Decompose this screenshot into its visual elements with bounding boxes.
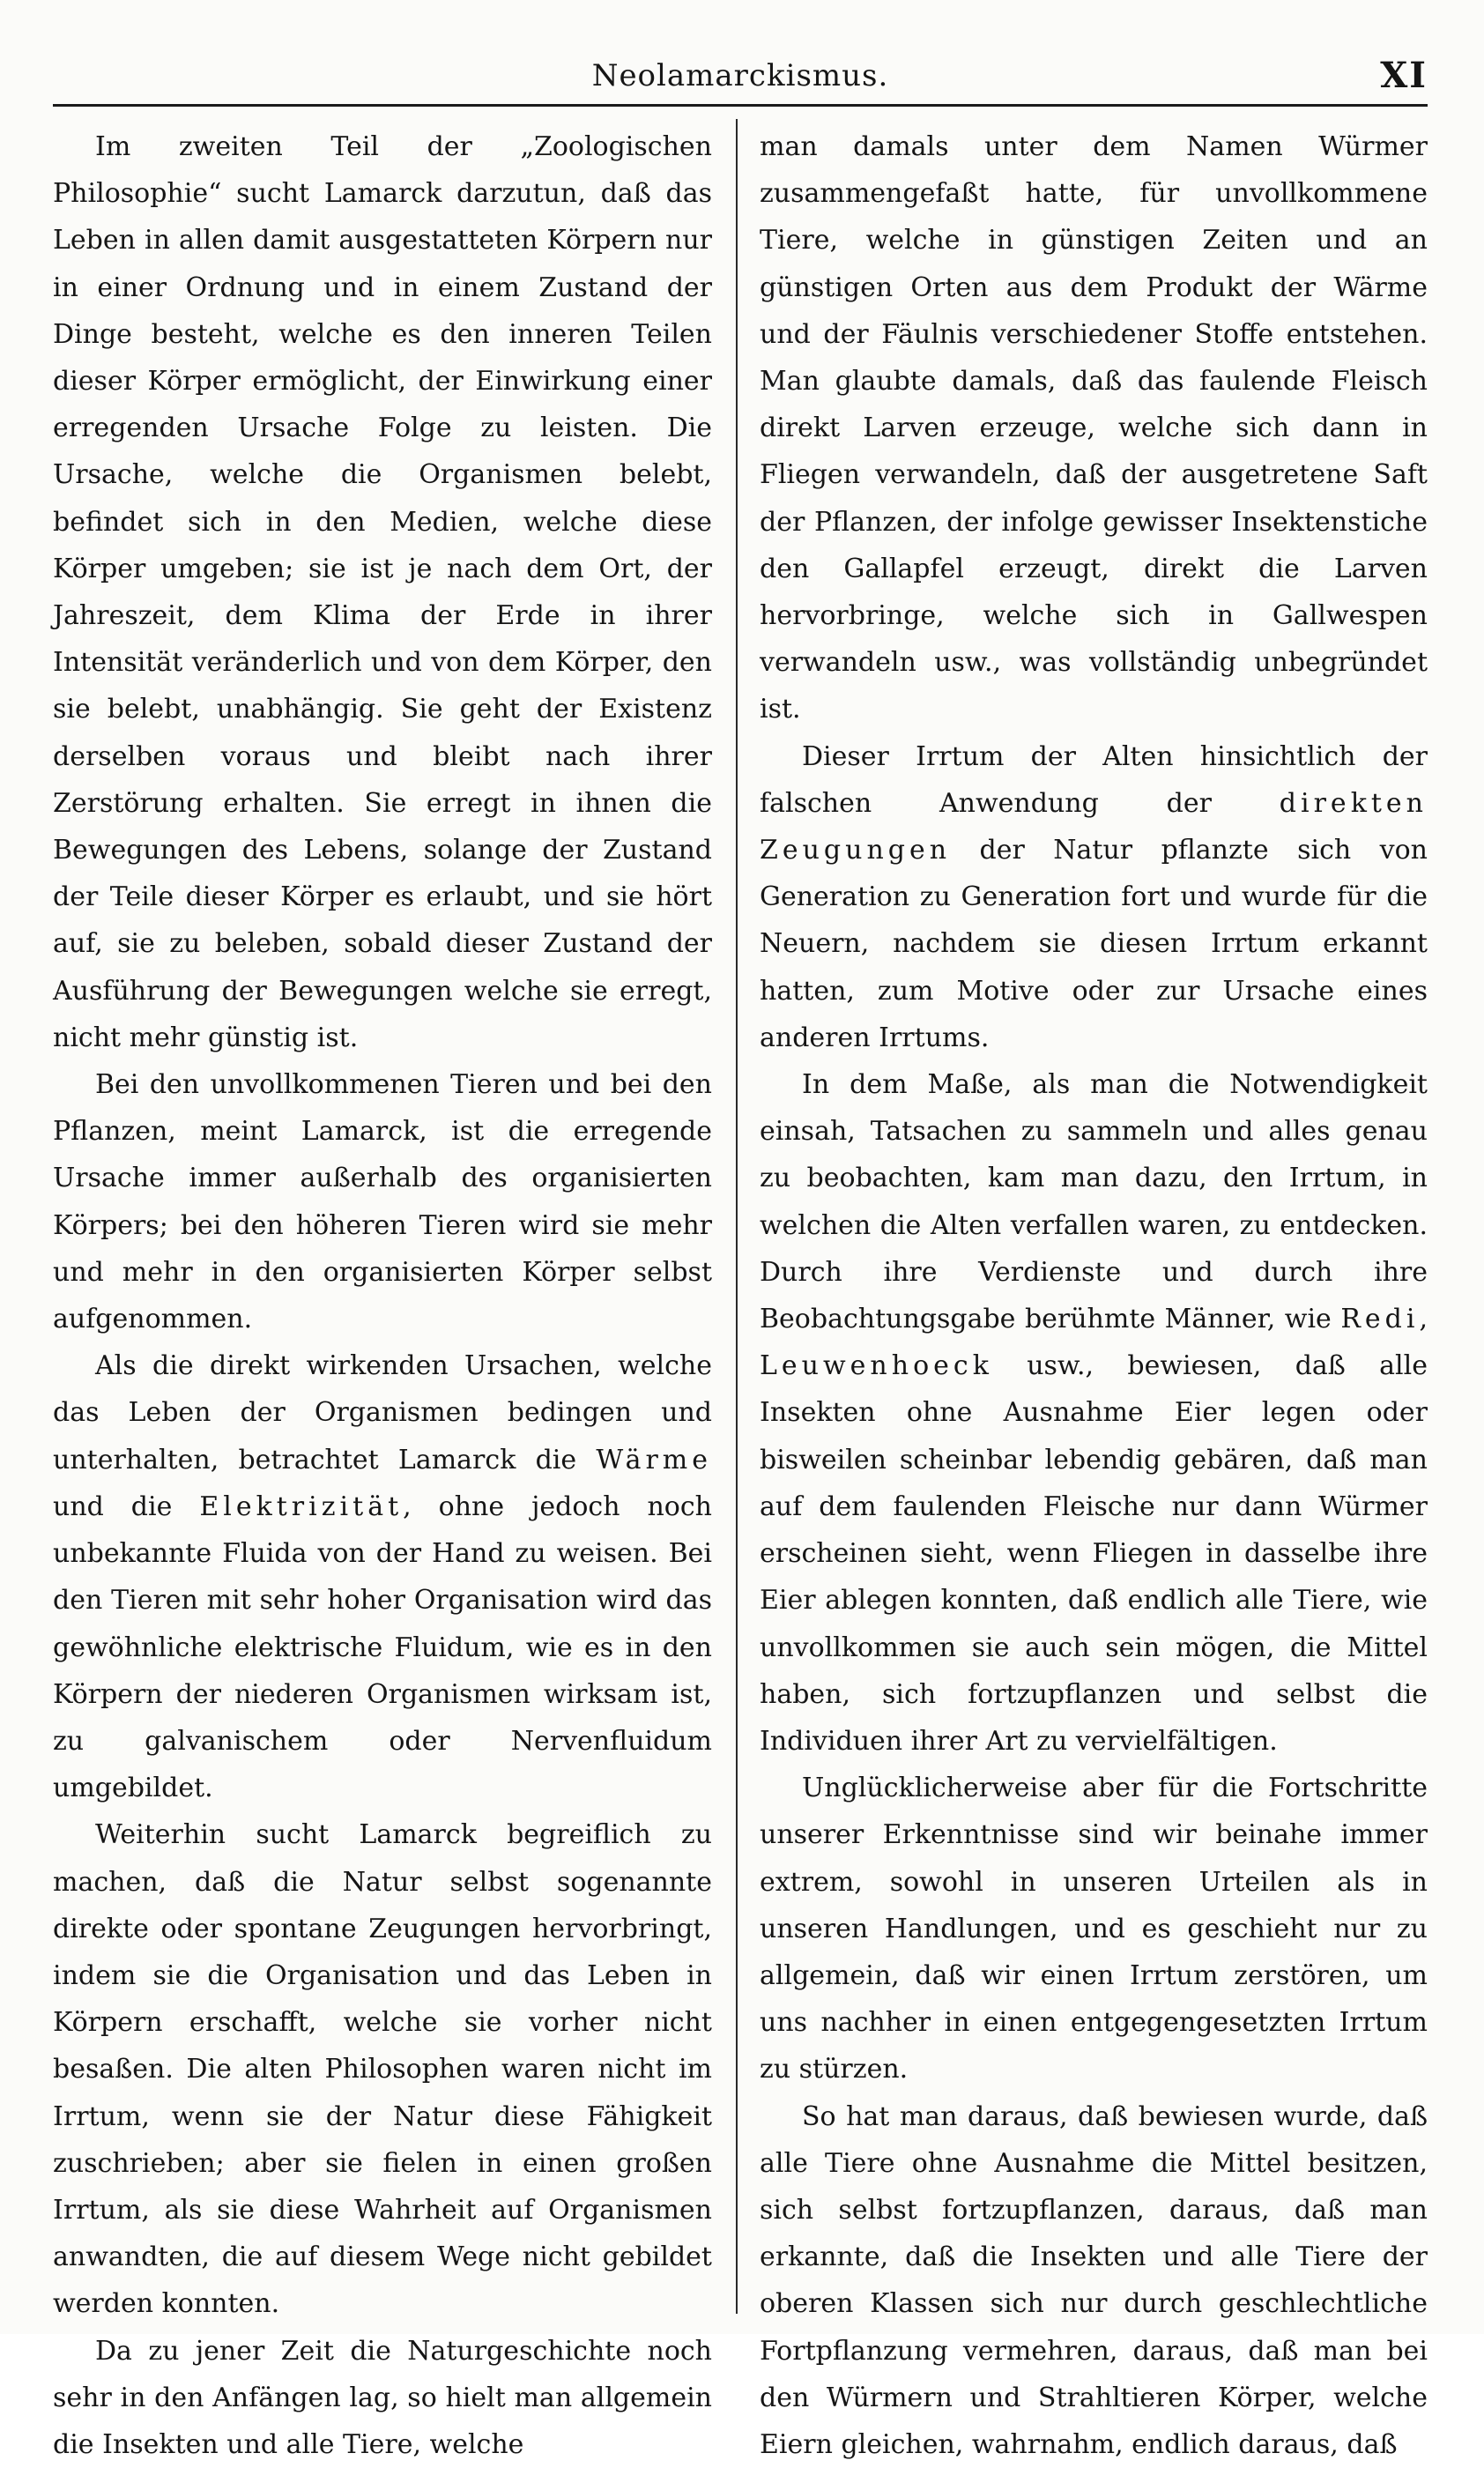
spaced-term: Leuwenhoeck [760,1350,993,1382]
right-column [760,123,1428,2460]
spaced-term: direkten Zeugungen [760,787,1428,866]
paragraph: Da zu jener Zeit die Naturgeschichte noch sehr in den Anfängen lag, so hielt man allgemein die Insekten und alle Tiere, welche [53,2335,712,2460]
paragraph [53,1342,712,1811]
paragraph-text: usw., bewiesen, daß alle Insekten ohne Ausnahme Eier legen oder bisweilen scheinbar lebendig gebären, daß man auf dem faulenden Fleische nur dann Würmer erscheinen sieht, wenn Fliegen in dasselbe ihre Eier ablegen konnten, daß endlich alle Tiere, wie unvollkommen sie auch sein mögen, die Mittel haben, sich fortzupflanzen und selbst die Individuen ihrer Art zu vervielfältigen. [760,1350,1428,1757]
paragraph-text: , [1419,1304,1428,1335]
paragraph: man damals unter dem Namen Würmer zusammengefaßt hatte, für unvollkommene Tiere, welche in günstigen Zeiten und an günstigen Orten aus dem Produkt der Wärme und der Fäulnis verschiedener Stoffe entstehen. Man glaubte damals, daß das faulende Fleisch direkt Larven erzeuge, welche sich dann in Fliegen verwandeln, daß der ausgetretene Saft der Pflanzen, der infolge gewisser Insektenstiche den Gallapfel erzeugt, direkt die Larven hervorbringe, welche sich in Gallwespen verwandeln usw., was vollständig unbegründet ist. [760,131,1428,725]
paragraph: Weiterhin sucht Lamarck begreiflich zu machen, daß die Natur selbst sogenannte direkte oder spontane Zeugungen hervorbringt, indem sie die Organisation und das Leben in Körpern erschafft, welche sie vorher nicht besaßen. Die alten Philosophen waren nicht im Irrtum, wenn sie der Natur diese Fähigkeit zuschrieben; aber sie fielen in einen großen Irrtum, als sie diese Wahrheit auf Organismen anwandten, die auf diesem Wege nicht gebildet werden konnten. [53,1819,712,2320]
column-divider [736,119,738,2314]
paragraph [760,1061,1428,1765]
paragraph [760,733,1428,1061]
paragraph-text: In dem Maße, als man die Notwendigkeit einsah, Tatsachen zu sammeln und alles genau zu beobachten, kam man dazu, den Irrtum, in welchen die Alten verfallen waren, zu entdecken. Durch ihre Verdienste und durch ihre Beobachtungsgabe berühmte Männer, wie [760,1069,1428,1335]
header-rule [53,104,1428,107]
spaced-term: Wärme [596,1444,712,1476]
spaced-term: Elektrizität [199,1490,404,1522]
paragraph: Bei den unvollkommenen Tieren und bei den Pflanzen, meint Lamarck, ist die erregende Ursache immer außerhalb des organisierten Körpers; bei den höheren Tieren wird sie mehr und mehr in den organisierten Körper selbst aufgenommen. [53,1069,712,1335]
paragraph-text: , ohne jedoch noch unbekannte Fluida von der Hand zu weisen. Bei den Tieren mit sehr hoher Organisation wird das gewöhnliche elektrische Fluidum, wie es in den Körpern der niederen Organismen wirksam ist, zu galvanischem oder Nervenfluidum umgebildet. [53,1490,712,1804]
page-number: XI [1380,55,1428,96]
paragraph-text: der Natur pflanzte sich von Generation zu Generation fort und wurde für die Neuern, nachdem sie diesen Irrtum erkannt hatten, zum Motive oder zur Ursache eines anderen Irrtums. [760,835,1428,1053]
spaced-term: Redi [1340,1304,1420,1335]
paragraph: So hat man daraus, daß bewiesen wurde, daß alle Tiere ohne Ausnahme die Mittel besitzen, sich selbst fortzupflanzen, daraus, daß man erkannte, daß die Insekten und alle Tiere der oberen Klassen sich nur durch geschlechtliche Fortpflanzung vermehren, daraus, daß man bei den Würmern und Strahltieren Körper, welche Eiern gleichen, wahrnahm, endlich daraus, daß [760,2100,1428,2460]
paragraph: Unglücklicherweise aber für die Fortschritte unserer Erkenntnisse sind wir beinahe immer extrem, sowohl in unseren Urteilen als in unseren Handlungen, und es geschieht nur zu allgemein, daß wir einen Irrtum zerstören, um uns nachher in einen entgegengesetzten Irrtum zu stürzen. [760,1773,1428,2085]
paragraph-text: Als die direkt wirkenden Ursachen, welche das Leben der Organismen bedingen und unterhalten, betrachtet Lamarck die [53,1350,712,1476]
paragraph-text: und die [53,1490,200,1522]
running-title: Neolamarckismus. [591,58,889,93]
left-column [53,123,712,2460]
paragraph: Im zweiten Teil der „Zoologischen Philosophie“ sucht Lamarck darzutun, daß das Leben in allen damit ausgestatteten Körpern nur in einer Ordnung und in einem Zustand der Dinge besteht, welche es den inneren Teilen dieser Körper ermöglicht, der Einwirkung einer erregenden Ursache Folge zu leisten. Die Ursache, welche die Organismen belebt, befindet sich in den Medien, welche diese Körper umgeben; sie ist je nach dem Ort, der Jahreszeit, dem Klima der Erde in ihrer Intensität veränderlich und von dem Körper, den sie belebt, unabhängig. Sie geht der Existenz derselben voraus und bleibt nach ihrer Zerstörung erhalten. Sie erregt in ihnen die Bewegungen des Lebens, solange der Zustand der Teile dieser Körper es erlaubt, und sie hört auf, sie zu beleben, sobald dieser Zustand der Ausführung der Bewegungen welche sie erregt, nicht mehr günstig ist. [53,131,712,1053]
paragraph-text: Dieser Irrtum der Alten hinsichtlich der falschen Anwendung der [760,740,1428,819]
running-head [53,55,1428,100]
